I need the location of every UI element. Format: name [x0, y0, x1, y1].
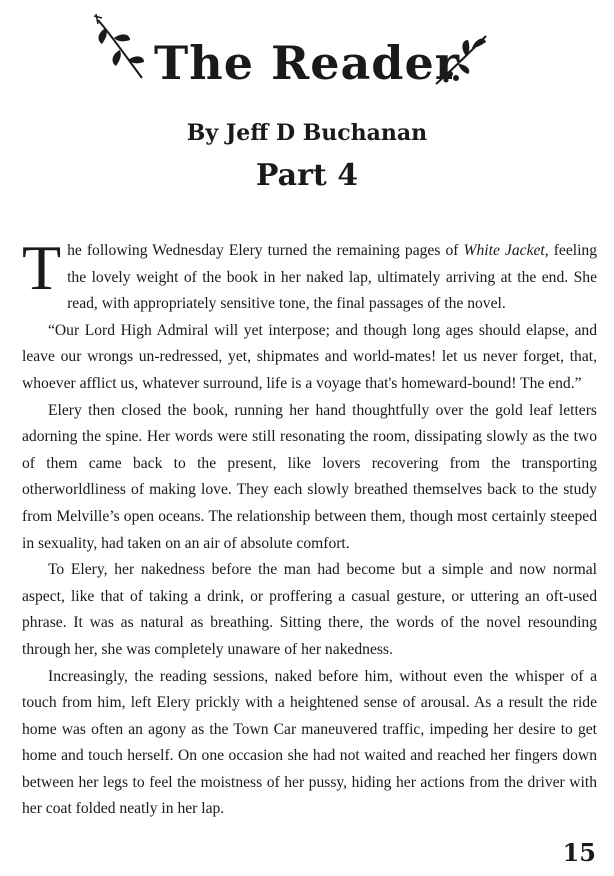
paragraph: “Our Lord High Admiral will yet interpose; and though long ages should elapse, and leave our wrongs un-redressed, yet, shipmates and world-mates! let us never forget, that, whoever afflict us, whatever surround, life is a voyage that's homeward-bound! The end.”	[22, 321, 597, 392]
paragraph	[22, 232, 597, 318]
drop-cap: T	[22, 232, 62, 303]
paragraph-text: , feeling the lovely weight of the book in her naked lap, ultimately arriving at the end. She read, with appropriately sensitive tone, the final passages of the novel.	[67, 242, 597, 313]
page-header	[0, 0, 614, 210]
book-title-italic: White Jacket	[463, 242, 545, 259]
part-heading: Part 4	[255, 158, 359, 193]
paragraph: Increasingly, the reading sessions, naked before him, without even the whisper of a touch from him, left Elery prickly with a heightened sense of arousal. As a result the ride home was often an agony as the Town Car maneuvered traffic, impeding her desire to get home and touch herself. On one occasion she had not waited and reached her fingers down between her legs to feel the moistness of her pussy, hiding her actions from the driver with her coat folded neatly in her lap.	[22, 667, 597, 818]
page-number: 15	[562, 838, 596, 867]
paragraph: Elery then closed the book, running her hand thoughtfully over the gold leaf letters adorning the spine. Her words were still resonating the room, dissipating slowly as the two of them came back to the present, like lovers recovering from the transporting otherworldliness of making love. They each slowly breathed themselves back to the study from Melville’s open oceans. The relationship between them, though most certainly steeped in sexuality, had taken on an air of absolute comfort.	[22, 401, 597, 552]
article-body	[22, 232, 597, 823]
author-byline: By Jeff D Buchanan	[186, 120, 428, 146]
paragraph-text: he following Wednesday Elery turned the remaining pages of	[67, 242, 464, 259]
paragraph: To Elery, her nakedness before the man had become but a simple and now normal aspect, like that of taking a drink, or proffering a casual gesture, or uttering an oft-used phrase. It was as natural as breathing. Sitting there, the words of the novel resounding through her, she was completely unaware of her nakedness.	[22, 561, 597, 658]
article-title: The Reader	[154, 36, 460, 90]
